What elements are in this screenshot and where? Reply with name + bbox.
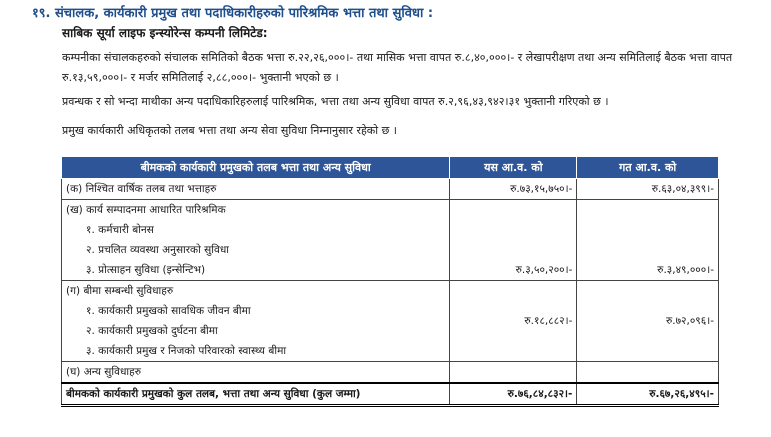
table-row (62, 281, 719, 362)
current-year-value: रु.१८,८८२।- (450, 281, 577, 362)
total-label: बीमकको कार्यकारी प्रमुखको कुल तलब, भत्ता तथा अन्य सुविधा (कुल जम्मा) (62, 383, 450, 406)
ceo-compensation-table (61, 156, 719, 407)
section-heading: १९. संचालक, कार्यकारी प्रमुख तथा पदाधिकारीहरुको पारिश्रमिक भत्ता तथा सुविधा : (32, 6, 434, 21)
table-row (62, 362, 719, 384)
board-allowance-paragraph: कम्पनीका संचालकहरुको संचालक समितिको बैठक भत्ता रु.२२,२६,०००।- तथा मासिक भत्ता वापत रु.८,४०,०००।- र लेखापरीक्षण तथा अन्य समितिलाई बैठक भत्ता वापत रु.१३,५९,०००।- र मर्जर समितिलाई २,८८,०००।- भुक्तानी भएको छ । (62, 51, 733, 84)
row-description (62, 362, 450, 384)
table-header-row (62, 157, 719, 179)
total-current-year: रु.७६,८४,८३२।- (450, 383, 577, 406)
row-subitem: ३. प्रोत्साहन सुविधा (इन्सेन्टिभ) (86, 264, 206, 276)
row-item: (क) निश्चित वार्षिक तलब तथा भत्ताहरु (66, 183, 217, 195)
row-item: (ख) कार्य सम्पादनमा आधारित पारिश्रमिक (66, 204, 226, 216)
previous-year-value: रु.३,४९,०००।- (577, 200, 719, 281)
row-subitem: २. प्रचलित व्यवस्था अनुसारको सुविधा (86, 244, 230, 256)
row-subitem: १. कार्यकारी प्रमुखको सावधिक जीवन बीमा (86, 305, 251, 317)
current-year-value: रु.३,५०,२००।- (450, 200, 577, 281)
current-year-value: रु.७३,१५,७५०।- (450, 179, 577, 200)
header-description: बीमकको कार्यकारी प्रमुखको तलब भत्ता तथा अन्य सुविधा (62, 157, 450, 179)
previous-year-value (577, 362, 719, 384)
row-subitem: २. कार्यकारी प्रमुखको दुर्घटना बीमा (86, 325, 218, 337)
table-row (62, 200, 719, 281)
row-item: (घ) अन्य सुविधाहरु (66, 366, 141, 378)
previous-year-value: रु.६३,०४,३९९।- (577, 179, 719, 200)
officers-remuneration-paragraph: प्रवन्धक र सो भन्दा माथीका अन्य पदाधिकारिहरुलाई पारिश्रमिक, भत्ता तथा अन्य सुविधा वापत रु.२,९६,४३,९४२।३१ भुक्तानी गरिएको छ । (62, 95, 609, 108)
current-year-value (450, 362, 577, 384)
row-description (62, 179, 450, 200)
previous-year-value: रु.७२,०९६।- (577, 281, 719, 362)
header-current-year: यस आ.व. को (450, 157, 577, 179)
total-row (62, 383, 719, 406)
ceo-intro-paragraph: प्रमुख कार्यकारी अधिकृतको तलब भत्ता तथा अन्य सेवा सुविधा निम्नानुसार रहेको छ । (62, 124, 397, 137)
table-row (62, 179, 719, 200)
row-item: (ग) बीमा सम्बन्धी सुविधाहरु (66, 285, 174, 297)
row-subitem: ३. कार्यकारी प्रमुख र निजको परिवारको स्वास्थ्य बीमा (86, 345, 287, 357)
row-description (62, 281, 450, 362)
row-description (62, 200, 450, 281)
row-subitem: १. कर्मचारी बोनस (86, 224, 154, 236)
company-name: साबिक सूर्या लाइफ इन्स्योरेन्स कम्पनी लिमिटेड: (62, 26, 268, 40)
total-previous-year: रु.६७,२६,४९५।- (577, 383, 719, 406)
header-previous-year: गत आ.व. को (577, 157, 719, 179)
